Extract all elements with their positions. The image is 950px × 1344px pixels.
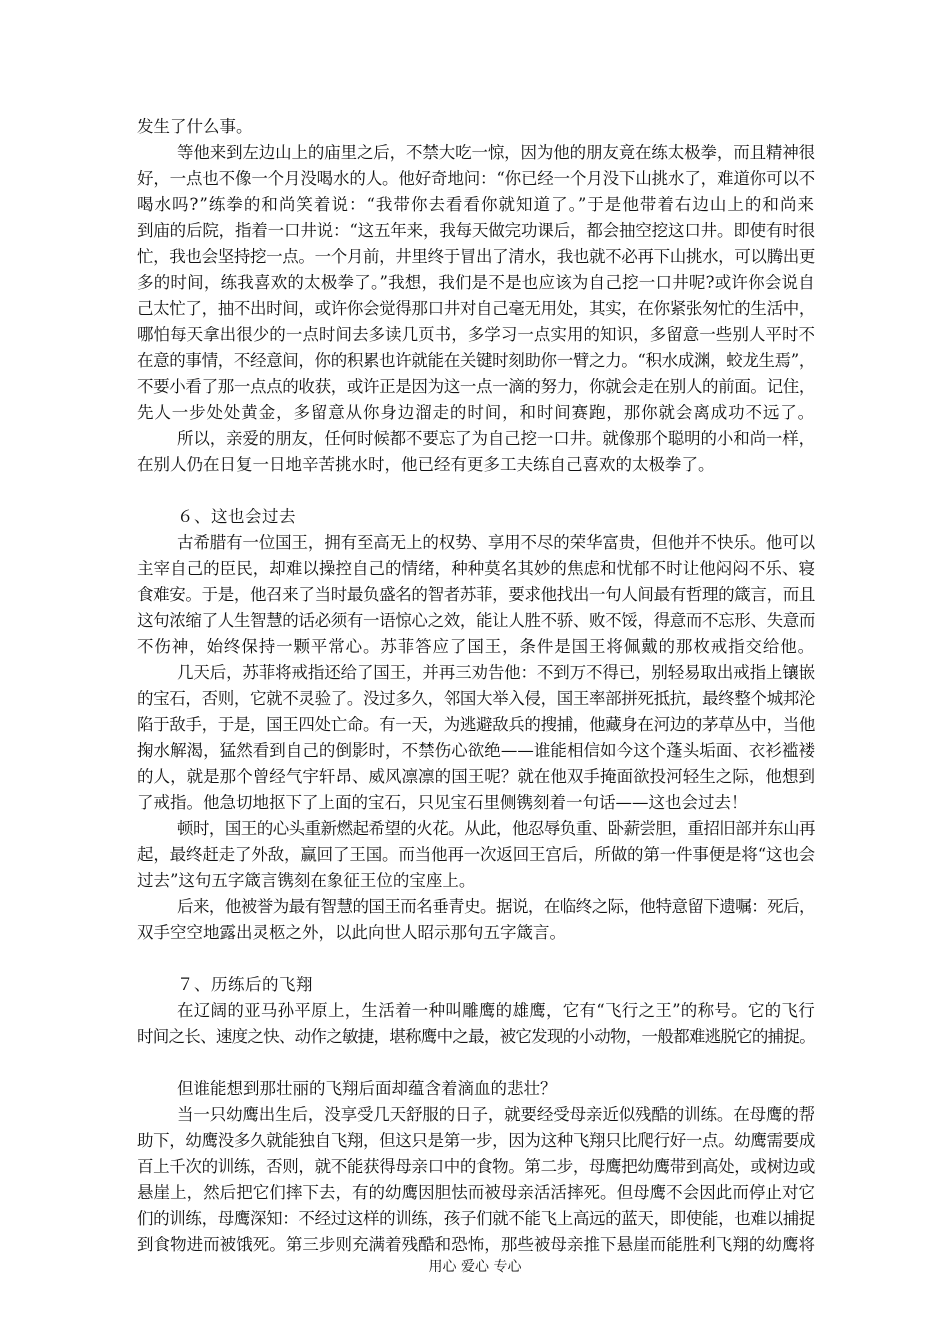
text-line: 所以，亲爱的朋友，任何时候都不要忘了为自己挖一口井。就像那个聪明的小和尚一样，: [177, 429, 816, 448]
page-footer: 用心 爱心 专心: [428, 1259, 522, 1275]
text-line: 百上千次的训练，否则，就不能获得母亲口中的食物。第二步，母鹰把幼鹰带到高处，或树边或: [137, 1157, 816, 1176]
text-line: 在别人仍在日复一日地辛苦挑水时，他已经有更多工夫练自己喜欢的太极拳了。: [137, 455, 715, 474]
text-line: 们的训练，母鹰深知：不经过这样的训练，孩子们就不能飞上高远的蓝天，即使能，也难以捕捉: [137, 1209, 816, 1228]
section-heading: ６、这也会过去: [177, 507, 296, 526]
text-line: 先人一步处处黄金，多留意从你身边溜走的时间，和时间赛跑，那你就会离成功不远了。: [137, 403, 816, 422]
text-line: 古希腊有一位国王，拥有至高无上的权势、享用不尽的荣华富贵，但他并不快乐。他可以: [177, 533, 816, 552]
text-line: 到庙的后院，指着一口井说：“这五年来，我每天做完功课后，都会抽空挖这口井。即使有时很: [137, 221, 816, 240]
text-line: 发生了什么事。: [137, 117, 253, 136]
text-line: 不伤神，始终保持一颗平常心。苏菲答应了国王，条件是国王将佩戴的那枚戒指交给他。: [137, 637, 816, 656]
text-line: 这句浓缩了人生智慧的话必须有一语惊心之效，能让人胜不骄、败不馁，得意而不忘形、失意而: [137, 611, 816, 630]
text-line: 不要小看了那一点点的收获，或许正是因为这一点一滴的努力，你就会走在别人的前面。记住，: [137, 377, 816, 396]
text-line: 起，最终赶走了外敌，赢回了王国。而当他再一次返回王宫后，所做的第一件事便是将“这也会: [137, 845, 816, 864]
text-line: 但谁能想到那壮丽的飞翔后面却蕴含着滴血的悲壮？: [177, 1079, 557, 1098]
text-line: 掬水解渴，猛然看到自己的倒影时，不禁伤心欲绝——谁能相信如今这个蓬头垢面、衣衫褴褛: [137, 741, 816, 760]
text-line: 时间之长、速度之快、动作之敏捷，堪称鹰中之最，被它发现的小动物，一般都难逃脱它的捕捉。: [137, 1027, 815, 1046]
text-line: 的人，就是那个曾经气宇轩昂、威风凛凛的国王呢？就在他双手掩面欲投河轻生之际，他想到: [137, 767, 816, 786]
text-line: 好，一点也不像一个月没喝水的人。他好奇地问：“你已经一个月没下山挑水了，难道你可以不: [137, 169, 816, 188]
text-line: 后来，他被誉为最有智慧的国王而名垂青史。据说，在临终之际，他特意留下遗嘱：死后，: [177, 897, 816, 916]
text-line: 等他来到左边山上的庙里之后，不禁大吃一惊，因为他的朋友竟在练太极拳，而且精神很: [177, 143, 816, 162]
text-line: 食难安。于是，他召来了当时最负盛名的智者苏菲，要求他找出一句人间最有哲理的箴言，而且: [137, 585, 816, 604]
text-line: 陷于敌手，于是，国王四处亡命。有一天，为逃避敌兵的搜捕，他藏身在河边的茅草丛中，当他: [137, 715, 816, 734]
text-line: 忙，我也会坚持挖一点。一个月前，井里终于冒出了清水，我也就不必再下山挑水，可以腾出更: [137, 247, 816, 266]
text-line: 了戒指。他急切地抠下了上面的宝石，只见宝石里侧镌刻着一句话——这也会过去！: [137, 793, 748, 812]
text-line: 几天后，苏菲将戒指还给了国王，并再三劝告他：不到万不得已，别轻易取出戒指上镶嵌: [177, 663, 816, 682]
text-line: 的宝石，否则，它就不灵验了。没过多久，邻国大举入侵，国王率部拼死抵抗，最终整个城邦沦: [137, 689, 816, 708]
text-line: 喝水吗?”练拳的和尚笑着说：“我带你去看看你就知道了。”于是他带着右边山上的和尚来: [137, 195, 815, 214]
text-line: 顿时，国王的心头重新燃起希望的火花。从此，他忍辱负重、卧薪尝胆，重招旧部并东山再: [177, 819, 816, 838]
section-heading: ７、历练后的飞翔: [177, 975, 313, 994]
text-line: 哪怕每天拿出很少的一点时间去多读几页书，多学习一点实用的知识，多留意一些别人平时不: [137, 325, 816, 344]
text-line: 在意的事情，不经意间，你的积累也许就能在关键时刻助你一臂之力。“积水成渊，蛟龙生焉”，: [137, 351, 815, 370]
text-line: 多的时间，练我喜欢的太极拳了。”我想，我们是不是也应该为自己挖一口井呢?或许你会说自: [137, 273, 815, 292]
text-line: 悬崖上，然后把它们摔下去，有的幼鹰因胆怯而被母亲活活摔死。但母鹰不会因此而停止对它: [137, 1183, 816, 1202]
text-line: 助下，幼鹰没多久就能独自飞翔，但这只是第一步，因为这种飞翔只比爬行好一点。幼鹰需要成: [137, 1131, 816, 1150]
text-line: 己太忙了，抽不出时间，或许你会觉得那口井对自己毫无用处，其实，在你紧张匆忙的生活中，: [137, 299, 816, 318]
text-line: 双手空空地露出灵柩之外，以此向世人昭示那句五字箴言。: [137, 923, 566, 942]
text-line: 在辽阔的亚马孙平原上，生活着一种叫雕鹰的雄鹰，它有“飞行之王”的称号。它的飞行: [177, 1001, 815, 1020]
text-line: 主宰自己的臣民，却难以操控自己的情绪，种种莫名其妙的焦虑和忧郁不时让他闷闷不乐、寝: [137, 559, 816, 578]
text-line: 过去”这句五字箴言镌刻在象征王位的宝座上。: [137, 871, 476, 890]
text-line: 到食物进而被饿死。第三步则充满着残酷和恐怖，那些被母亲推下悬崖而能胜利飞翔的幼鹰将: [137, 1235, 816, 1254]
text-line: 当一只幼鹰出生后，没享受几天舒服的日子，就要经受母亲近似残酷的训练。在母鹰的帮: [177, 1105, 816, 1124]
